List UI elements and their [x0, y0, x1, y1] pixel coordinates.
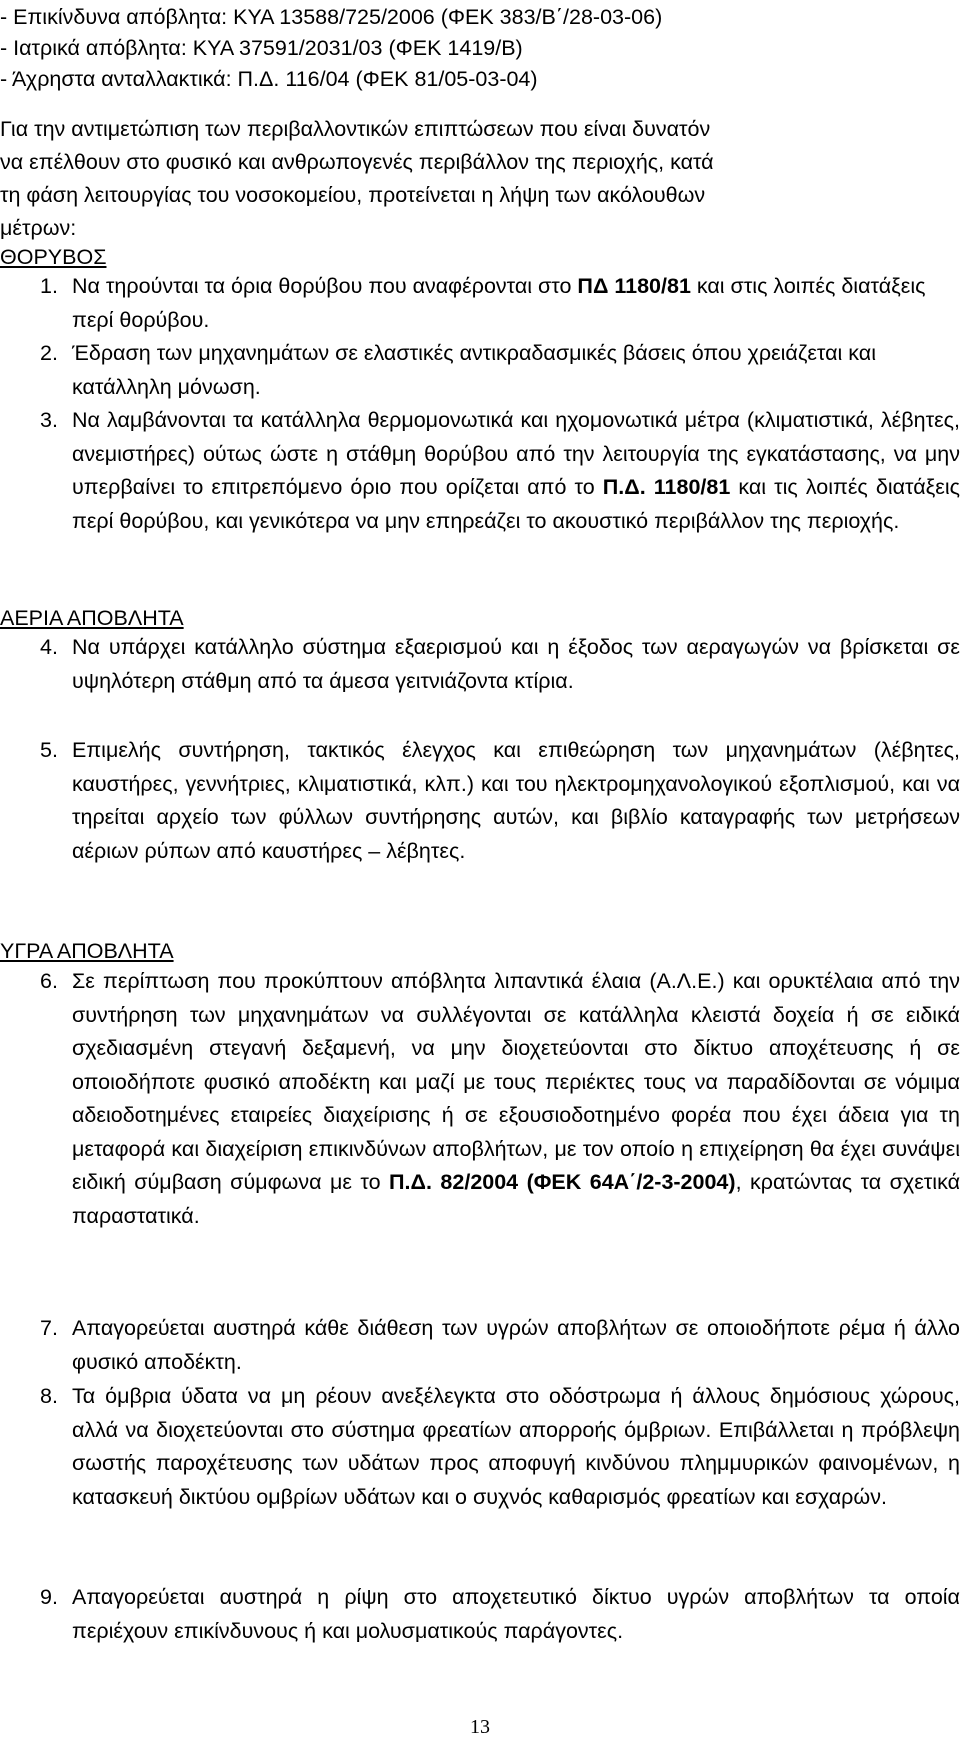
- item-text: Να υπάρχει κατάλληλο σύστημα εξαερισμού και η έξοδος των αεραγωγών να βρίσκεται σε υψηλότερη στάθμη από τα άμεσα γειτνιάζοντα κτίρια.: [72, 635, 960, 693]
- item-number: 6.: [40, 969, 58, 993]
- list-item: [40, 734, 960, 868]
- item-number: 3.: [40, 408, 58, 432]
- item-text-end: και στις λοιπές διατάξεις περί θορύβου.: [72, 274, 926, 332]
- list-item: [40, 404, 960, 538]
- item-text-end: , κρατώντας τα σχετικά παραστατικά.: [72, 1170, 960, 1228]
- item-law-ref: ΠΔ 1180/81: [577, 274, 691, 298]
- item-number: 5.: [40, 738, 58, 762]
- list-item: [40, 965, 960, 1233]
- intro-line: Για την αντιμετώπιση των περιβαλλοντικών επιπτώσεων που είναι δυνατόν: [0, 117, 711, 141]
- item-text-end: και τις λοιπές διατάξεις περί θορύβου, και γενικότερα να μην επηρεάζει το ακουστικό περιβάλλον της περιοχής.: [72, 475, 960, 533]
- law-line-medical: - Ιατρικά απόβλητα: ΚΥΑ 37591/2031/03 (ΦΕΚ 1419/Β): [0, 36, 523, 60]
- item-text: Τα όμβρια ύδατα να μη ρέουν ανεξέλεγκτα στο οδόστρωμα ή άλλους δημόσιους χώρους, αλλά να διοχετεύονται στο σύστημα φρεατίων απορροής όμβριων. Επιβάλλεται η πρόβλεψη σωστής παροχέτευσης των υδάτων προς αποφυγή κινδύνου πλημμυρικών φαινομένων, η κατασκευή δικτύου ομβρίων υδάτων και ο συχνός καθαρισμός φρεατίων και εσχαρών.: [72, 1384, 960, 1509]
- section-heading-air: ΑΕΡΙΑ ΑΠΟΒΛΗΤΑ: [0, 606, 184, 630]
- item-text: Να τηρούνται τα όρια θορύβου που αναφέρονται στο: [72, 274, 578, 298]
- item-law-ref: Π.Δ. 82/2004 (ΦΕΚ 64Α΄/2-3-2004): [389, 1170, 736, 1194]
- item-text: Επιμελής συντήρηση, τακτικός έλεγχος και επιθεώρηση των μηχανημάτων (λέβητες, καυστήρες, γεννήτριες, κλιματιστικά, κλπ.) και του ηλεκτρομηχανολογικού εξοπλισμού, και να τηρείται αρχείο των φύλλων συντήρησης αυτών, και βιβλίο καταγραφής των μετρήσεων αέριων ρύπων από καυστήρες – λέβητες.: [72, 738, 960, 863]
- item-number: 8.: [40, 1384, 58, 1408]
- page-number: 13: [470, 1716, 490, 1738]
- list-item: [40, 631, 960, 698]
- item-number: 2.: [40, 341, 58, 365]
- item-number: 7.: [40, 1316, 58, 1340]
- item-text: Απαγορεύεται αυστηρά η ρίψη στο αποχετευτικό δίκτυο υγρών αποβλήτων τα οποία περιέχουν επικίνδυνους ή και μολυσματικούς παράγοντες.: [72, 1585, 960, 1643]
- item-number: 9.: [40, 1585, 58, 1609]
- section-heading-liquid: ΥΓΡΑ ΑΠΟΒΛΗΤΑ: [0, 939, 174, 963]
- item-text: Έδραση των μηχανημάτων σε ελαστικές αντικραδασμικές βάσεις όπου χρειάζεται και κατάλληλη μόνωση.: [72, 341, 876, 399]
- item-text: Σε περίπτωση που προκύπτουν απόβλητα λιπαντικά έλαια (Α.Λ.Ε.) και ορυκτέλαια από την συντήρηση των μηχανημάτων να συλλέγονται σε κατάλληλα κλειστά δοχεία ή σε ειδικά σχεδιασμένη στεγανή δεξαμενή, να μην διοχετεύονται στο δίκτυο αποχέτευσης ή σε οποιοδήποτε φυσικό αποδέκτη και μαζί με τους περιέκτες τους να παραδίδονται σε νόμιμα αδειοδοτημένες εταιρείες διαχείρισης ή σε εξουσιοδοτημένο φορέα που έχει άδεια για τη μεταφορά και διαχείριση επικινδύνων αποβλήτων, με τον οποίο η επιχείρηση θα έχει συνάψει ειδική σύμβαση σύμφωνα με το: [72, 969, 960, 1194]
- list-item: [40, 1581, 960, 1648]
- intro-line: να επέλθουν στο φυσικό και ανθρωπογενές περιβάλλον της περιοχής, κατά: [0, 150, 714, 174]
- intro-line: τη φάση λειτουργίας του νοσοκομείου, προτείνεται η λήψη των ακόλουθων: [0, 183, 706, 207]
- intro-line: μέτρων:: [0, 216, 77, 240]
- list-item: [40, 1312, 960, 1379]
- list-item: [40, 270, 960, 337]
- item-text: Απαγορεύεται αυστηρά κάθε διάθεση των υγρών αποβλήτων σε οποιοδήποτε ρέμα ή άλλο φυσικό αποδέκτη.: [72, 1316, 960, 1374]
- item-law-ref: Π.Δ. 1180/81: [602, 475, 731, 499]
- item-number: 1.: [40, 274, 58, 298]
- law-line-parts: - Άχρηστα ανταλλακτικά: Π.Δ. 116/04 (ΦΕΚ 81/05-03-04): [0, 67, 538, 91]
- section-heading-noise: ΘΟΡΥΒΟΣ: [0, 245, 107, 269]
- law-line-hazardous: - Επικίνδυνα απόβλητα: ΚΥΑ 13588/725/2006 (ΦΕΚ 383/Β΄/28-03-06): [0, 5, 663, 29]
- item-text: Να λαμβάνονται τα κατάλληλα θερμομονωτικά και ηχομονωτικά μέτρα (κλιματιστικά, λέβητες, ανεμιστήρες) ούτως ώστε η στάθμη θορύβου από την λειτουργία της εγκατάστασης, να μην υπερβαίνει το επιτρεπόμενο όριο που ορίζεται από το: [72, 408, 960, 499]
- item-number: 4.: [40, 635, 58, 659]
- list-item: [40, 1380, 960, 1514]
- list-item: [40, 337, 960, 404]
